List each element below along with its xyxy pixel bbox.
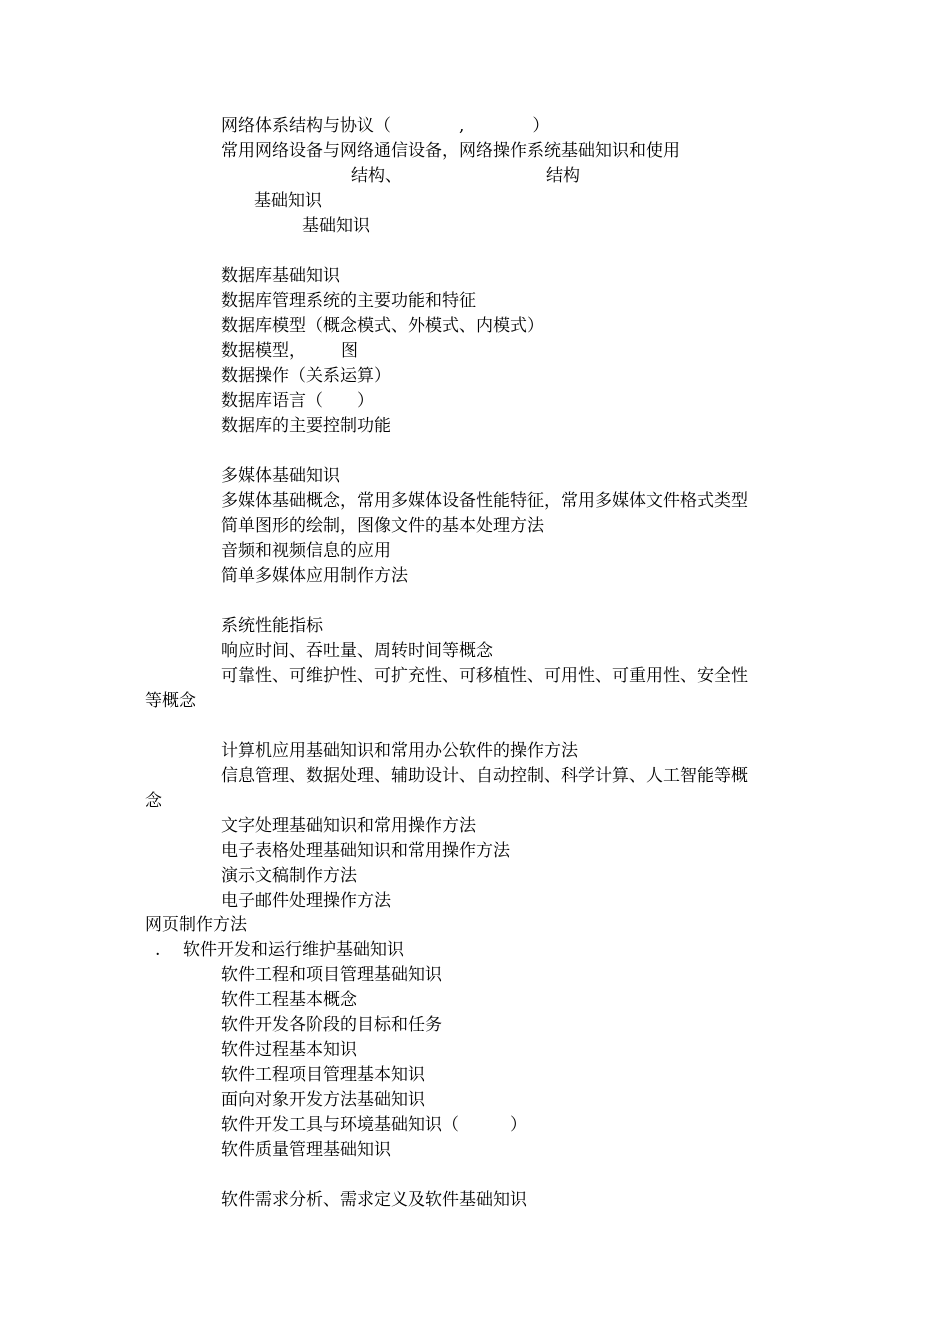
text-line: 基础知识 [302, 216, 370, 236]
section-heading: 多媒体基础知识 [221, 466, 340, 486]
text-line: 数据操作（关系运算） [221, 366, 391, 386]
text-line: 音频和视频信息的应用 [221, 541, 391, 561]
text-line: 演示文稿制作方法 [221, 866, 357, 886]
chapter-heading: 软件开发和运行维护基础知识 [183, 940, 404, 960]
text-line: 软件质量管理基础知识 [221, 1140, 391, 1160]
text-line: 结构 [546, 166, 580, 186]
text-line: 常用网络设备与网络通信设备，网络操作系统基础知识和使用 [221, 141, 680, 161]
section-heading: 数据库基础知识 [221, 266, 340, 286]
section-heading: 软件需求分析、需求定义及软件基础知识 [221, 1190, 527, 1210]
text-line: 电子邮件处理操作方法 [221, 891, 391, 911]
text-line: 念 [145, 791, 162, 811]
section-heading: 系统性能指标 [221, 616, 323, 636]
text-line: 软件工程项目管理基本知识 [221, 1065, 425, 1085]
text-line: 响应时间、吞吐量、周转时间等概念 [221, 641, 493, 661]
text-line: 网页制作方法 [145, 915, 247, 935]
text-line: 软件过程基本知识 [221, 1040, 357, 1060]
text-line: 软件工程基本概念 [221, 990, 357, 1010]
text-line: 文字处理基础知识和常用操作方法 [221, 816, 476, 836]
text-line: 数据库语言（ ） [221, 391, 374, 411]
text-line: 图 [341, 341, 358, 361]
text-line: 简单多媒体应用制作方法 [221, 566, 408, 586]
text-line: 结构、 [351, 166, 402, 186]
text-line: 信息管理、数据处理、辅助设计、自动控制、科学计算、人工智能等概 [221, 766, 748, 786]
text-line: 等概念 [145, 691, 196, 711]
text-line: 可靠性、可维护性、可扩充性、可移植性、可用性、可重用性、安全性 [221, 666, 748, 686]
text-line: 数据库的主要控制功能 [221, 416, 391, 436]
section-heading: 软件工程和项目管理基础知识 [221, 965, 442, 985]
text-line: 基础知识 [254, 191, 322, 211]
text-line: 网络体系结构与协议（ , ） [221, 116, 550, 136]
text-line: 简单图形的绘制，图像文件的基本处理方法 [221, 516, 544, 536]
text-line: 数据模型， [221, 341, 306, 361]
list-marker: . [155, 940, 161, 960]
text-line: 软件开发各阶段的目标和任务 [221, 1015, 442, 1035]
section-heading: 计算机应用基础知识和常用办公软件的操作方法 [221, 741, 578, 761]
text-line: 电子表格处理基础知识和常用操作方法 [221, 841, 510, 861]
text-line: 数据库管理系统的主要功能和特征 [221, 291, 476, 311]
text-line: 面向对象开发方法基础知识 [221, 1090, 425, 1110]
text-line: 软件开发工具与环境基础知识（ ） [221, 1115, 527, 1135]
text-line: 数据库模型（概念模式、外模式、内模式） [221, 316, 544, 336]
text-line: 多媒体基础概念，常用多媒体设备性能特征，常用多媒体文件格式类型 [221, 491, 748, 511]
